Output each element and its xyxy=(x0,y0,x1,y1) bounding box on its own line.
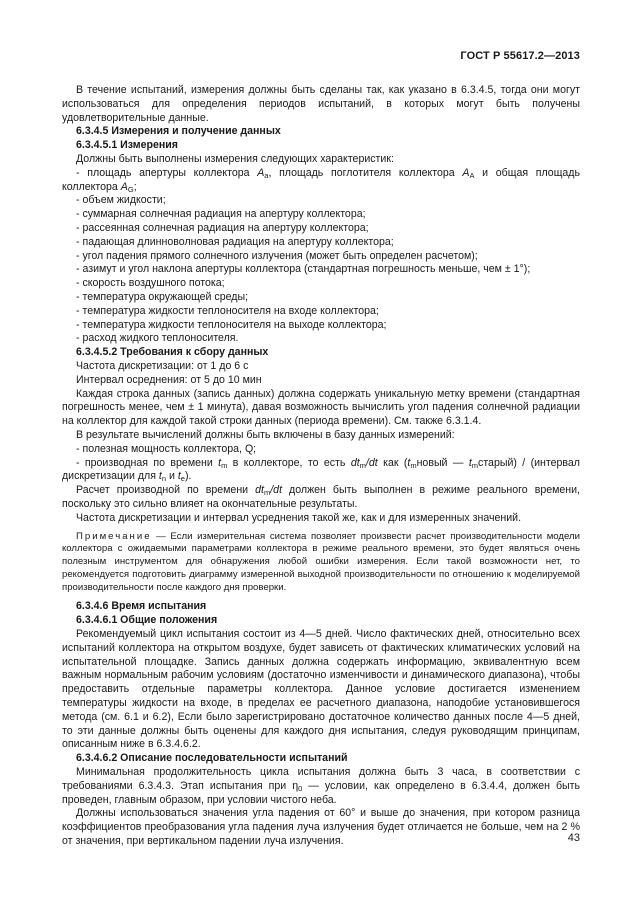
symbol-dt: dt xyxy=(255,484,264,497)
timestamp-paragraph: Каждая строка данных (запись данных) должна содержать уникальную метку времени (стандартная погрешность менее, чем ± 1 минута), давая возможность вычислить угол падения солнечной радиации на коллектор для каждой такой строки данных (периода времени). См. также 6.3.1.4. xyxy=(62,387,580,428)
general-provisions-paragraph: Рекомендуемый цикл испытания состоит из 4—5 дней. Число фактических дней, относительно всех испытаний коллектора на открытом воздухе, будет зависеть от фактических климатических условий на испытательной площадке. Запись данных должна содержать информацию, эквивалентную всем важным нормальным рабочим условиям (достаточно изменчивости и динамического диапазона), чтобы предоставить отдельные параметры коллектора. Данное условие достигается изменением температуры жидкости на входе, в пределах ее расчетного диапазона, наподобие установившегося метода (см. 6.1 и 6.2), Если было зарегистрировано достаточное количество данных после 4—5 дней, то эти данные должны быть оценены для каждого дня испытания, следуя руководящим принципам, описанным ниже в 6.3.4.6.2. xyxy=(62,628,580,751)
list-item-areas xyxy=(62,167,580,195)
subscript: n xyxy=(161,474,166,484)
text-run: как ( xyxy=(377,456,408,469)
note-text: — Если измерительная система позволяет произвести расчет производительности модели коллектора с ожидаемыми параметрами коллектора в режиме реального времени, это будет являться очень полезным инструментом для обнаружения любой ошибки измерения. Если такой возможности нет, то рекомендуется подготовить диаграмму измеренной выходной производительности по отношению к моделируемой производительности после каждого дня проверки. xyxy=(62,530,580,593)
list-item: - угол падения прямого солнечного излучения (может быть определен расчетом); xyxy=(76,249,478,262)
section-63461-title: 6.3.4.6.1 Общие положения xyxy=(76,614,218,627)
list-item: - суммарная солнечная радиация на апертуру коллектора; xyxy=(76,208,366,221)
text-run: и общая площадь коллектора xyxy=(62,166,581,193)
page-content xyxy=(62,84,580,849)
symbol-dt: dt xyxy=(350,456,360,469)
list-item: - азимут и угол наклона апертуры коллектора (стандартная погрешность меньше, чем ± 1°); xyxy=(76,263,531,276)
list-item: - расход жидкого теплоносителя. xyxy=(76,332,239,345)
symbol-dt: dt xyxy=(273,484,283,497)
derivative-item xyxy=(62,457,580,485)
subscript: m xyxy=(263,488,271,498)
section-63462-title: 6.3.4.6.2 Описание последовательности испытаний xyxy=(76,752,348,765)
text-run: должен быть выполнен в режиме реального времени, поскольку это сильно влияет на окончательные результаты. xyxy=(62,484,580,510)
same-sampling-paragraph: Частота дискретизации и интервал усреднения такой же, как и для измеренных значений. xyxy=(76,511,522,524)
min-duration-paragraph xyxy=(62,766,580,807)
symbol-t: t xyxy=(218,456,222,469)
section-63451-title: 6.3.4.5.1 Измерения xyxy=(76,139,178,152)
subscript: m xyxy=(359,460,366,470)
text-run: в коллекторе, то есть xyxy=(227,456,351,469)
section-6346-title: 6.3.4.6 Время испытания xyxy=(76,600,207,613)
symbol-slash: / xyxy=(270,484,274,497)
symbol-t: t xyxy=(158,470,162,483)
symbol-slash: / xyxy=(365,456,369,469)
subscript: m xyxy=(221,460,228,470)
subscript: 0 xyxy=(298,783,303,793)
list-item: - температура окружающей среды; xyxy=(76,290,249,303)
subscript: G xyxy=(127,184,134,194)
useful-power-item: - полезная мощность коллектора, Q; xyxy=(76,442,257,455)
text-run: , площадь поглотителя коллектора xyxy=(268,166,463,179)
section-63452-title: 6.3.4.5.2 Требования к сбору данных xyxy=(76,346,269,359)
list-item: - температура жидкости теплоносителя на выходе коллектора; xyxy=(76,318,387,331)
text-run: и xyxy=(166,470,178,483)
symbol-a: A xyxy=(462,166,470,179)
list-item: - температура жидкости теплоносителя на входе коллектора; xyxy=(76,304,379,317)
text-run: старый) / (интервал дискретизации для xyxy=(62,456,580,483)
sampling-frequency: Частота дискретизации: от 1 до 6 с xyxy=(76,359,249,372)
symbol-a: A xyxy=(257,166,265,179)
text-run: - производная по времени xyxy=(76,456,219,469)
text-run: ). xyxy=(184,470,192,483)
subscript: A xyxy=(469,170,475,180)
text-run: — условии, как определено в 6.3.4.4, должен быть проведен, главным образом, при условии чистого неба. xyxy=(62,779,580,806)
text-run: Расчет производной по времени xyxy=(76,484,256,497)
text-run: ; xyxy=(133,180,137,193)
symbol-t: t xyxy=(407,456,411,469)
list-item: - скорость воздушного потока; xyxy=(76,277,225,290)
text-run: Минимальная продолжительность цикла испытания должна быть 3 часа, в соответствии с требованиями 6.3.4.3. Этап испытания при η xyxy=(62,766,580,792)
symbol-dt: dt xyxy=(368,456,378,469)
subscript: m xyxy=(410,460,417,470)
list-item: - рассеянная солнечная радиация на апертуру коллектора; xyxy=(76,221,369,234)
subscript: e xyxy=(180,474,185,484)
subscript: m xyxy=(471,460,479,470)
note-label: Примечание xyxy=(76,530,152,542)
page-number: 43 xyxy=(567,832,580,844)
symbol-t: t xyxy=(177,470,181,483)
text-run: - площадь апертуры коллектора xyxy=(76,166,258,179)
symbol-a: A xyxy=(120,180,128,193)
measurements-lead: Должны быть выполнены измерения следующих характеристик: xyxy=(76,152,394,165)
standard-code: ГОСТ Р 55617.2—2013 xyxy=(460,50,580,62)
section-6345-title: 6.3.4.5 Измерения и получение данных xyxy=(76,125,281,138)
list-item: - объем жидкости; xyxy=(76,194,166,207)
averaging-interval: Интервал осреднения: от 5 до 10 мин xyxy=(76,373,262,386)
intro-paragraph: В течение испытаний, измерения должны быть сделаны так, как указано в 6.3.4.5, тогда они могут использоваться для определения периодов испытаний, в которых могут быть получены удовлетворительные данные. xyxy=(62,84,580,124)
subscript: a xyxy=(264,170,269,180)
note-paragraph xyxy=(62,531,580,595)
results-lead: В результате вычислений должны быть включены в базу данных измерений: xyxy=(76,428,455,441)
incidence-angle-paragraph: Должны использоваться значения угла падения от 60° и выше до значения, при котором разница коэффициентов преобразования угла падения луча излучения будет отличается не больше, чем на 2 % от значения, при вертикальном падении луча излучения. xyxy=(62,807,580,848)
text-run: новый — xyxy=(416,456,469,469)
symbol-t: t xyxy=(468,456,472,469)
realtime-paragraph xyxy=(62,484,580,512)
list-item: - падающая длинноволновая радиация на апертуру коллектора; xyxy=(76,235,394,248)
